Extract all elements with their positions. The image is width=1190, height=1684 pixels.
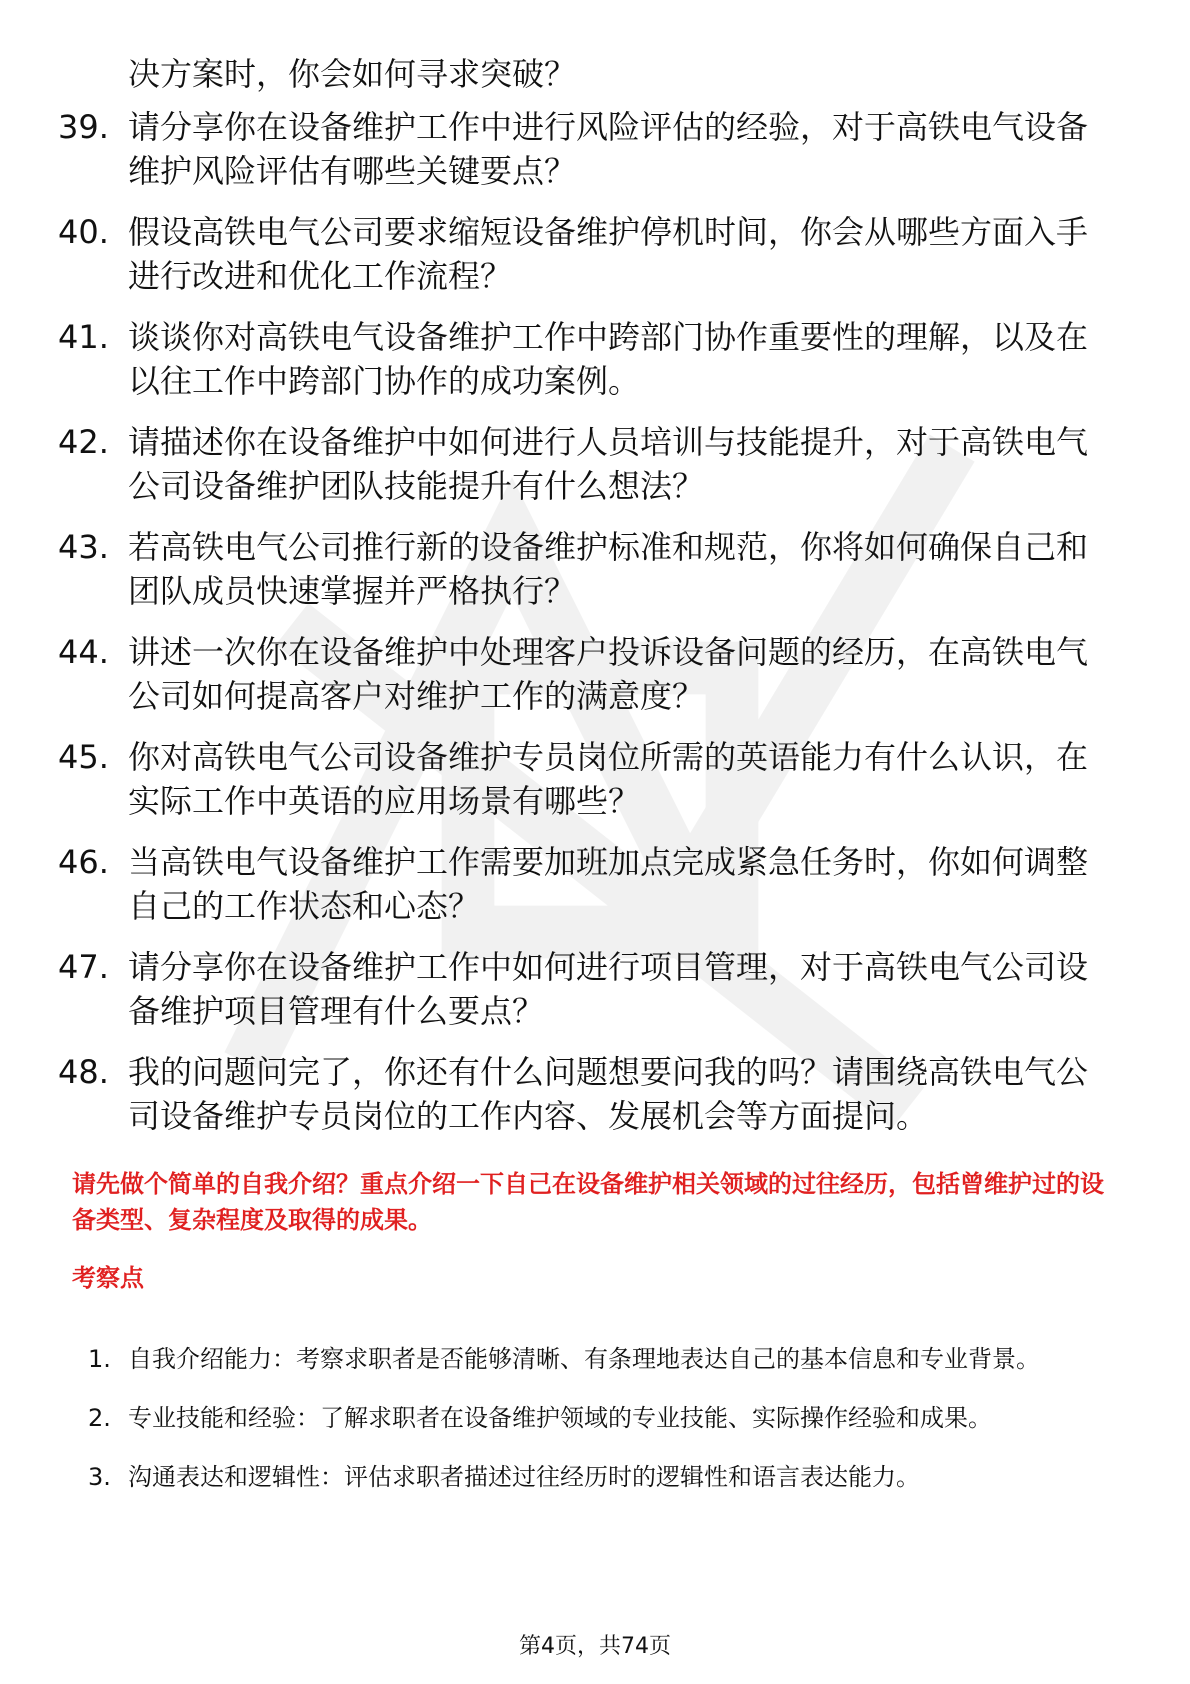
- question-number: 43.: [58, 528, 109, 566]
- question-item: [58, 525, 1118, 613]
- assessment-points-list: [88, 1330, 1118, 1507]
- question-item: [58, 735, 1118, 823]
- question-text: 讲述一次你在设备维护中处理客户投诉设备问题的经历，在高铁电气公司如何提高客户对维护工作的满意度？: [128, 633, 1089, 715]
- question-number: 45.: [58, 738, 109, 776]
- point-text: 专业技能和经验：了解求职者在设备维护领域的专业技能、实际操作经验和成果。: [128, 1404, 992, 1432]
- question-item: [58, 945, 1118, 1033]
- question-number: 48.: [58, 1053, 109, 1091]
- question-item: [58, 1050, 1118, 1138]
- question-text: 请分享你在设备维护工作中如何进行项目管理，对于高铁电气公司设备维护项目管理有什么要点？: [128, 948, 1089, 1030]
- interview-prompt: 请先做个简单的自我介绍？重点介绍一下自己在设备维护相关领域的过往经历，包括曾维护过的设备类型、复杂程度及取得的成果。: [72, 1170, 1104, 1234]
- question-item: [58, 420, 1118, 508]
- assessment-point: [88, 1389, 1118, 1448]
- assessment-point: [88, 1448, 1118, 1507]
- question-text: 请描述你在设备维护中如何进行人员培训与技能提升，对于高铁电气公司设备维护团队技能提升有什么想法？: [128, 423, 1089, 505]
- question-number: 42.: [58, 423, 109, 461]
- point-number: 3.: [88, 1463, 111, 1491]
- point-number: 2.: [88, 1404, 111, 1432]
- question-list: [58, 105, 1118, 1155]
- section-title: 考察点: [72, 1264, 144, 1292]
- question-text: 你对高铁电气公司设备维护专员岗位所需的英语能力有什么认识，在实际工作中英语的应用场景有哪些？: [128, 738, 1089, 820]
- question-number: 39.: [58, 108, 109, 146]
- question-number: 41.: [58, 318, 109, 356]
- question-number: 46.: [58, 843, 109, 881]
- page-footer: 第4页，共74页: [519, 1634, 671, 1659]
- question-item: [58, 315, 1118, 403]
- point-text: 自我介绍能力：考察求职者是否能够清晰、有条理地表达自己的基本信息和专业背景。: [128, 1345, 1040, 1373]
- question-item: [58, 840, 1118, 928]
- question-text: 当高铁电气设备维护工作需要加班加点完成紧急任务时，你如何调整自己的工作状态和心态？: [128, 843, 1089, 925]
- point-text: 沟通表达和逻辑性：评估求职者描述过往经历时的逻辑性和语言表达能力。: [128, 1463, 920, 1491]
- question-number: 40.: [58, 213, 109, 251]
- question-continuation: 决方案时，你会如何寻求突破？: [128, 55, 577, 93]
- question-text: 若高铁电气公司推行新的设备维护标准和规范，你将如何确保自己和团队成员快速掌握并严格执行？: [128, 528, 1089, 610]
- question-item: [58, 105, 1118, 193]
- question-item: [58, 210, 1118, 298]
- question-text: 我的问题问完了，你还有什么问题想要问我的吗？请围绕高铁电气公司设备维护专员岗位的工作内容、发展机会等方面提问。: [128, 1053, 1089, 1135]
- question-text: 请分享你在设备维护工作中进行风险评估的经验，对于高铁电气设备维护风险评估有哪些关键要点？: [128, 108, 1089, 190]
- question-text: 假设高铁电气公司要求缩短设备维护停机时间，你会从哪些方面入手进行改进和优化工作流程？: [128, 213, 1089, 295]
- question-number: 47.: [58, 948, 109, 986]
- assessment-point: [88, 1330, 1118, 1389]
- question-text: 谈谈你对高铁电气设备维护工作中跨部门协作重要性的理解，以及在以往工作中跨部门协作的成功案例。: [128, 318, 1089, 400]
- point-number: 1.: [88, 1345, 111, 1373]
- question-item: [58, 630, 1118, 718]
- question-number: 44.: [58, 633, 109, 671]
